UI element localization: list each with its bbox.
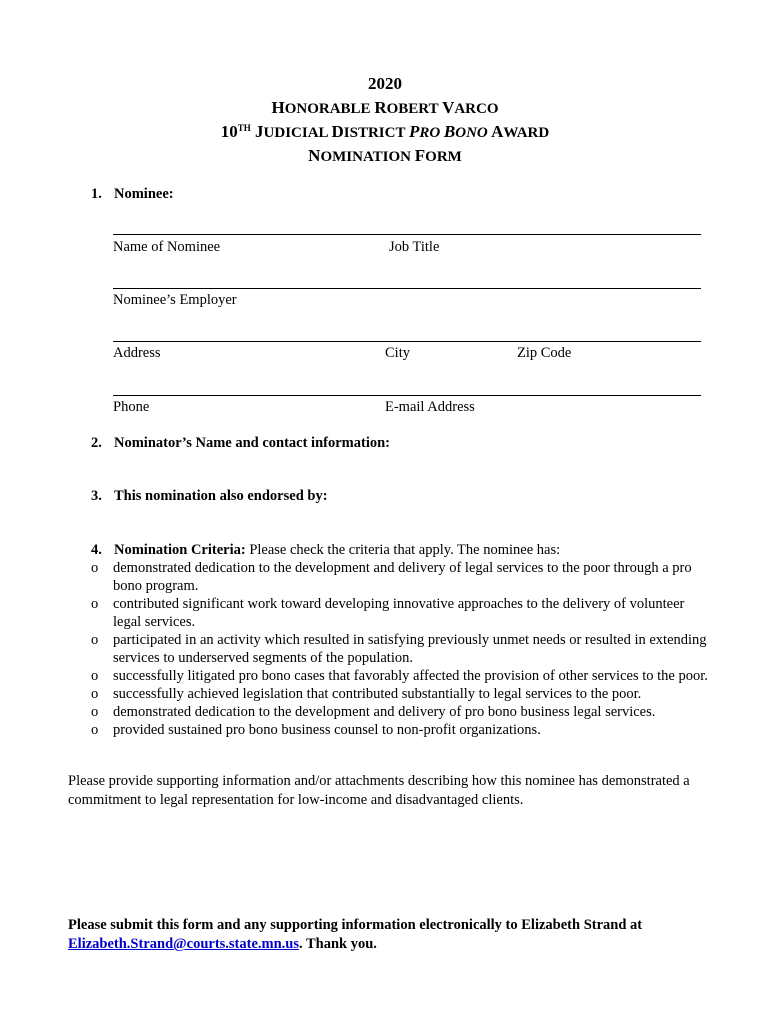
- criteria-item[interactable]: o contributed significant work toward developing innovative approaches to the delivery of volunteer legal services.: [91, 596, 685, 630]
- phone-email-line[interactable]: [113, 395, 701, 396]
- phone-label: Phone: [113, 399, 150, 415]
- criteria-item[interactable]: o successfully achieved legislation that contributed substantially to legal services to the poor.: [91, 686, 642, 702]
- criteria-item[interactable]: o successfully litigated pro bono cases that favorably affected the provision of other services to the poor.: [91, 668, 708, 684]
- checkbox-bullet-icon[interactable]: o: [91, 704, 99, 720]
- address-label: Address: [113, 345, 161, 361]
- checkbox-bullet-icon[interactable]: o: [91, 632, 99, 648]
- checkbox-bullet-icon[interactable]: o: [91, 668, 99, 684]
- employer-label: Nominee’s Employer: [113, 292, 237, 308]
- checkbox-bullet-icon[interactable]: o: [91, 686, 99, 702]
- criteria-item[interactable]: o provided sustained pro bono business counsel to non-profit organizations.: [91, 722, 541, 738]
- submit-instructions: Please submit this form and any supporting information electronically to Elizabeth Strand at Elizabeth.Strand@courts.state.mn.us. Thank you.: [68, 917, 643, 952]
- criteria-heading: 4. Nomination Criteria: Please check the criteria that apply. The nominee has:: [91, 542, 561, 558]
- address-line[interactable]: [113, 341, 701, 342]
- section-nominator-heading: 2. Nominator’s Name and contact information:: [91, 435, 390, 451]
- award-honoree-title: HONORABLE ROBERT VARCO: [271, 98, 499, 117]
- award-name-title: 10TH JUDICIAL DISTRICT PRO BONO AWARD: [220, 122, 550, 141]
- supporting-info-instructions: Please provide supporting information and/or attachments describing how this nominee has demonstrated a commitment to legal representation for low-income and disadvantaged clients.: [68, 773, 690, 808]
- nominee-name-line[interactable]: [113, 234, 701, 235]
- checkbox-bullet-icon[interactable]: o: [91, 722, 99, 738]
- nomination-criteria: [91, 541, 711, 739]
- section-nominee-heading: 1. Nominee:: [91, 186, 174, 202]
- employer-line[interactable]: [113, 288, 701, 289]
- criteria-item[interactable]: o demonstrated dedication to the development and delivery of pro bono business legal services.: [91, 704, 656, 720]
- name-of-nominee-label: Name of Nominee: [113, 239, 221, 255]
- submit-email-link[interactable]: Elizabeth.Strand@courts.state.mn.us: [68, 936, 299, 952]
- form-year: 2020: [368, 74, 402, 93]
- email-label: E-mail Address: [385, 399, 475, 415]
- checkbox-bullet-icon[interactable]: o: [91, 596, 99, 612]
- checkbox-bullet-icon[interactable]: o: [91, 560, 99, 576]
- zip-code-label: Zip Code: [517, 345, 572, 361]
- criteria-item[interactable]: o demonstrated dedication to the development and delivery of legal services to the poor through a pro bono program.: [91, 560, 692, 594]
- section-endorsed-heading: 3. This nomination also endorsed by:: [91, 488, 328, 504]
- form-title: NOMINATION FORM: [308, 146, 462, 165]
- city-label: City: [385, 345, 410, 361]
- job-title-label: Job Title: [389, 239, 440, 255]
- criteria-item[interactable]: o participated in an activity which resulted in satisfying previously unmet needs or resulted in extending services to underserved segments of the population.: [91, 632, 707, 666]
